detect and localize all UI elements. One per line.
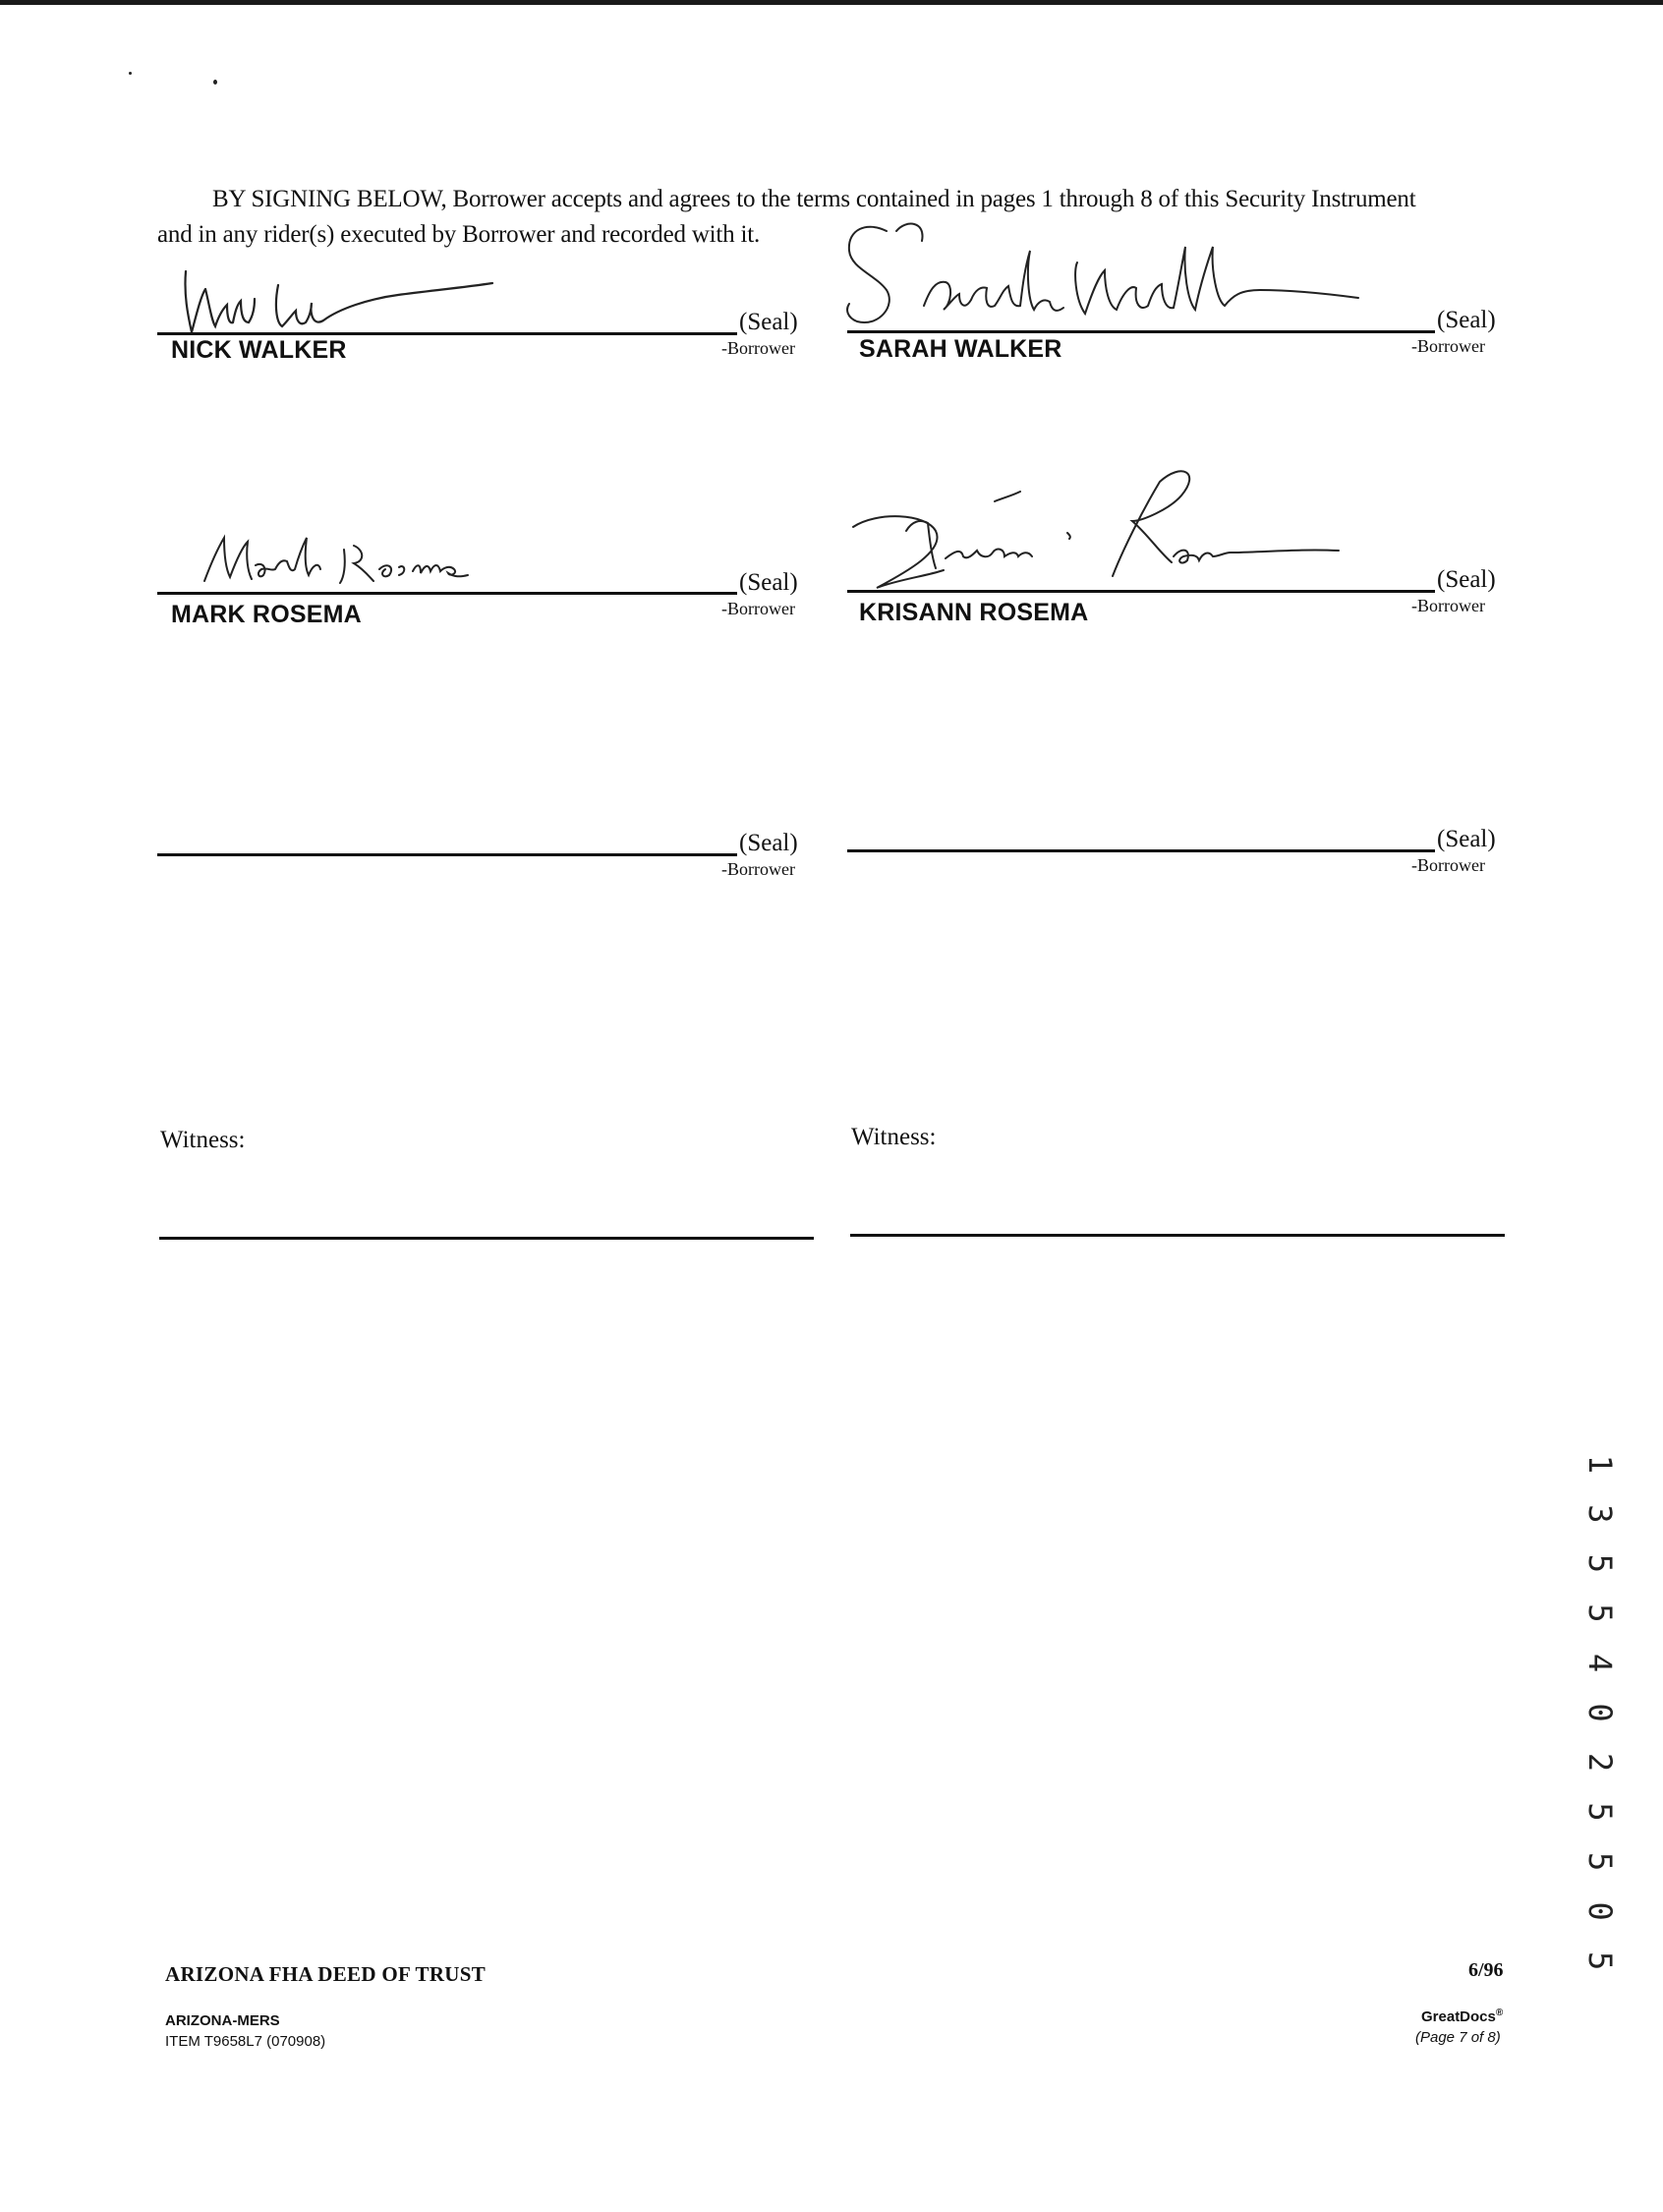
borrower-label: -Borrower bbox=[721, 338, 795, 358]
page-top-edge bbox=[0, 0, 1663, 5]
form-state-code: ARIZONA-MERS bbox=[165, 2012, 280, 2029]
scan-speck bbox=[213, 80, 217, 85]
signer-name: NICK WALKER bbox=[171, 336, 347, 364]
seal-label: (Seal) bbox=[1437, 566, 1496, 593]
signature-block-blank-right bbox=[847, 784, 1525, 882]
witness-line-right bbox=[850, 1234, 1505, 1237]
signature-line bbox=[157, 592, 737, 595]
seal-label: (Seal) bbox=[739, 309, 798, 335]
handwritten-signature-krisann-rosema bbox=[847, 462, 1398, 610]
signature-line bbox=[847, 590, 1435, 593]
page-number: (Page 7 of 8) bbox=[1415, 2029, 1501, 2046]
borrower-label: -Borrower bbox=[721, 599, 795, 618]
witness-label-right: Witness: bbox=[851, 1124, 937, 1150]
vendor-name-text: GreatDocs bbox=[1421, 2008, 1496, 2025]
registered-mark: ® bbox=[1495, 2008, 1504, 2018]
document-title: ARIZONA FHA DEED OF TRUST bbox=[165, 1962, 487, 1986]
signer-name: MARK ROSEMA bbox=[171, 601, 362, 628]
seal-label: (Seal) bbox=[739, 830, 798, 856]
signature-line bbox=[847, 330, 1435, 333]
signature-block-blank-left bbox=[157, 786, 816, 885]
signer-name: KRISANN ROSEMA bbox=[859, 599, 1089, 626]
vendor-name bbox=[1421, 2008, 1503, 2025]
handwritten-signature-mark-rosema bbox=[197, 526, 570, 595]
form-item-code: ITEM T9658L7 (070908) bbox=[165, 2033, 326, 2050]
signature-block-nick-walker bbox=[157, 265, 816, 374]
signature-line bbox=[847, 849, 1435, 852]
seal-label: (Seal) bbox=[1437, 307, 1496, 333]
borrower-label: -Borrower bbox=[1411, 336, 1485, 356]
borrower-label: -Borrower bbox=[1411, 855, 1485, 875]
form-revision: 6/96 bbox=[1468, 1959, 1504, 1981]
signing-statement-line: and in any rider(s) executed by Borrower and recorded with it. bbox=[157, 221, 761, 248]
signer-name: SARAH WALKER bbox=[859, 335, 1062, 363]
signature-block-mark-rosema bbox=[157, 526, 816, 634]
witness-line-left bbox=[159, 1237, 814, 1240]
seal-label: (Seal) bbox=[739, 569, 798, 596]
witness-label-left: Witness: bbox=[160, 1127, 246, 1153]
signature-line bbox=[157, 332, 737, 335]
recording-number bbox=[1580, 1454, 1620, 1977]
signature-block-sarah-walker bbox=[847, 211, 1525, 378]
borrower-label: -Borrower bbox=[721, 859, 795, 879]
seal-label: (Seal) bbox=[1437, 826, 1496, 852]
recording-number-text: 1 3 5 5 4 0 2 5 5 0 5 bbox=[1581, 1454, 1619, 1977]
signature-line bbox=[157, 853, 737, 856]
borrower-label: -Borrower bbox=[1411, 596, 1485, 615]
scan-speck bbox=[129, 72, 132, 75]
signature-block-krisann-rosema bbox=[847, 462, 1525, 634]
signing-statement-line: BY SIGNING BELOW, Borrower accepts and agrees to the terms contained in pages 1 through 8 of this Security Instrument bbox=[212, 186, 1416, 212]
